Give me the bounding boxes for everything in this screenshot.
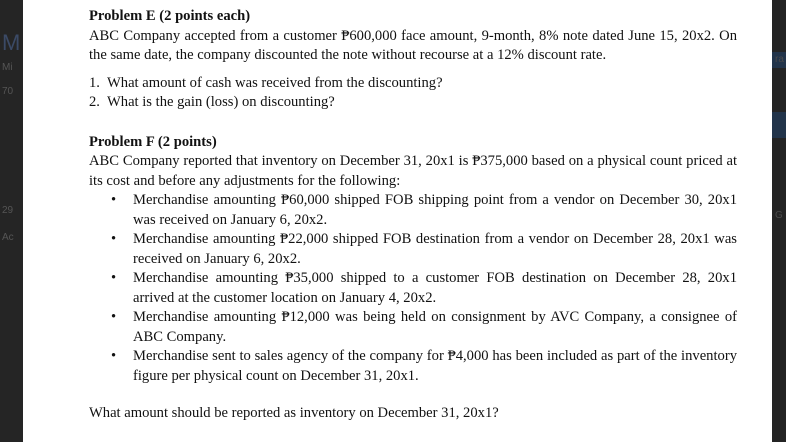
problem-e-heading: Problem E (2 points each) [89, 8, 251, 24]
problem-f-section [89, 133, 737, 424]
bullet-icon: • [111, 231, 117, 247]
bullet-text: Merchandise amounting ₱22,000 shipped FOB destination from a vendor on December 28, 20x1 was received on January 6, 20x2. [133, 231, 737, 267]
background-ghost-text: Ac [2, 232, 14, 243]
bullet-text: Merchandise amounting ₱35,000 shipped to a customer FOB destination on December 28, 20x1 arrived at the customer location on January 4, 20x2. [133, 270, 737, 306]
bullet-icon: • [111, 192, 117, 208]
bullet-icon: • [111, 270, 117, 286]
problem-f-body: ABC Company reported that inventory on December 31, 20x1 is ₱375,000 based on a physical count priced at its cost and before any adjustments for the following: [89, 153, 737, 189]
background-ghost-text: G [775, 210, 783, 221]
question-number: 1. [89, 74, 100, 91]
bullet-text: Merchandise sent to sales agency of the company for ₱4,000 has been included as part of the inventory figure per physical count on December 31, 20x1. [133, 348, 737, 384]
question-text: What amount of cash was received from the discounting? [107, 74, 443, 91]
bullet-item [109, 308, 737, 347]
section-spacer [89, 113, 737, 133]
bullet-item [109, 347, 737, 386]
document-page [23, 0, 772, 442]
problem-f-heading: Problem F (2 points) [89, 133, 217, 150]
document-content [89, 7, 737, 424]
bullet-item [109, 230, 737, 269]
background-accent-bar [772, 112, 786, 138]
bullet-icon: • [111, 348, 117, 364]
background-right-strip [772, 0, 786, 442]
problem-e-section [89, 7, 737, 113]
problem-f-bullets [89, 191, 737, 386]
bullet-text: Merchandise amounting ₱60,000 shipped FOB shipping point from a vendor on December 30, 20x1 was received on January 6, 20x2. [133, 192, 737, 228]
problem-e-body: ABC Company accepted from a customer ₱600,000 face amount, 9-month, 8% note dated June 15, 20x2. On the same date, the company discounted the note without recourse at a 12% discount rate. [89, 27, 737, 63]
background-left-strip [0, 0, 23, 442]
bullet-item [109, 191, 737, 230]
background-ghost-text: ra [775, 54, 784, 65]
problem-e-questions [89, 74, 737, 113]
background-ghost-text: M [2, 30, 21, 55]
question-item [89, 74, 737, 94]
question-text: What is the gain (loss) on discounting? [107, 94, 335, 110]
problem-f-question: What amount should be reported as inventory on December 31, 20x1? [89, 405, 499, 421]
background-ghost-text: 70 [2, 86, 14, 97]
bullet-text: Merchandise amounting ₱12,000 was being held on consignment by AVC Company, a consignee of ABC Company. [133, 309, 737, 345]
bullet-item [109, 269, 737, 308]
question-number: 2. [89, 94, 100, 110]
background-ghost-text: 29 [2, 205, 14, 216]
bullet-icon: • [111, 309, 117, 325]
background-ghost-text: Mi [2, 62, 13, 73]
question-item [89, 93, 737, 113]
